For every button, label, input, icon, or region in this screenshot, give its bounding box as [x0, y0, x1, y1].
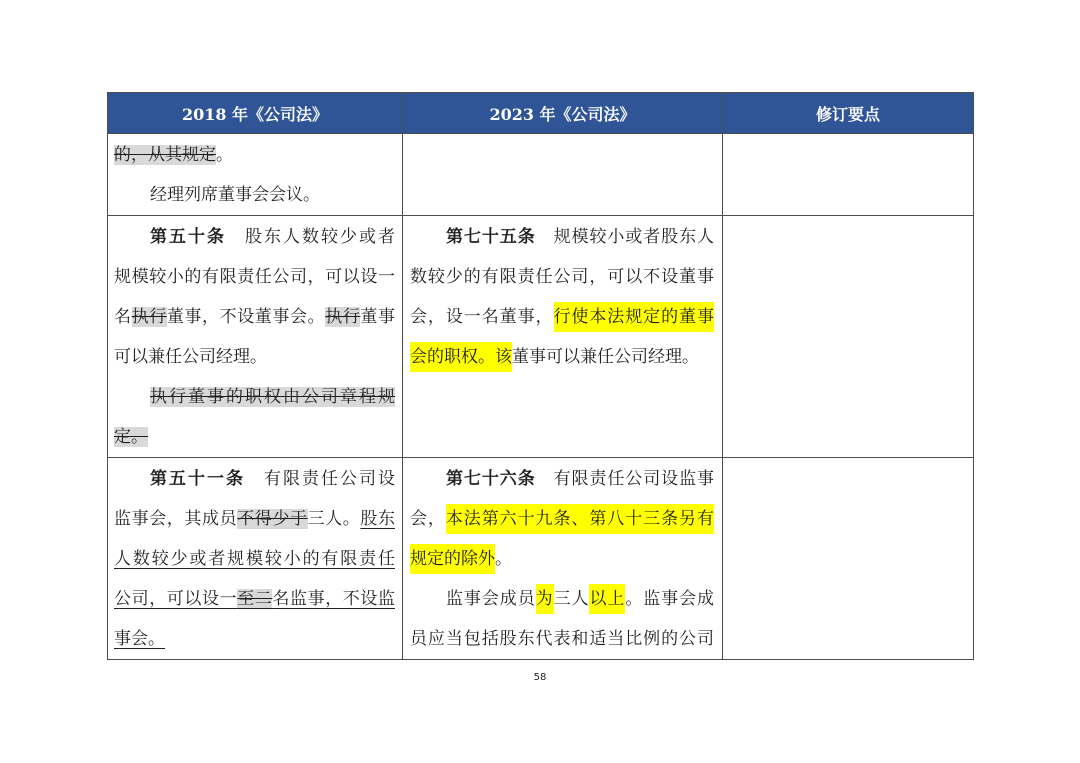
text-segment: 。 — [495, 549, 512, 569]
highlighted-text: 本法第六十九条、第八十三条另有 — [446, 504, 714, 534]
text-segment: 有限责任公司设 — [245, 469, 395, 489]
underlined-text: 人数较少或者规模较小的有限责任 — [114, 549, 395, 569]
text-line — [410, 459, 714, 499]
cell-2018-law — [108, 458, 403, 660]
text-segment: 可以兼任公司经理。 — [114, 347, 267, 367]
cell-2018-law — [108, 216, 403, 458]
deleted-text: 定。 — [114, 427, 148, 447]
text-line — [114, 459, 395, 499]
text-line — [410, 217, 714, 257]
paragraph — [410, 217, 714, 377]
text-segment: 董事，不设董事会。 — [166, 307, 326, 327]
text-segment: 数较少的有限责任公司，可以不设董事 — [410, 267, 714, 287]
text-segment: 监事会成员 — [446, 589, 536, 609]
table-row — [108, 134, 974, 216]
text-line — [410, 539, 714, 579]
text-line — [410, 619, 714, 659]
text-segment: 。 — [216, 145, 233, 165]
cell-revision-notes — [723, 458, 974, 660]
text-segment: 会， — [410, 509, 446, 529]
deleted-text: 执行董事的职权由公司章程规 — [150, 387, 395, 407]
paragraph — [114, 217, 395, 377]
law-comparison-table — [107, 92, 974, 660]
text-segment: 规模较小或者股东人 — [535, 227, 714, 247]
page-number: 58 — [533, 672, 547, 683]
deleted-underlined-text: 至二 — [237, 589, 273, 609]
text-segment: 员应当包括股东代表和适当比例的公司 — [410, 629, 714, 649]
table-header-row — [108, 93, 974, 134]
highlighted-text: 行使本法规定的董事 — [554, 302, 715, 332]
highlighted-text: 会的职权。该 — [410, 342, 512, 372]
text-line — [114, 135, 395, 175]
text-line — [114, 297, 395, 337]
cell-2023-law — [403, 216, 723, 458]
paragraph — [410, 459, 714, 579]
highlighted-text: 为 — [536, 584, 554, 614]
text-line — [114, 417, 395, 457]
text-segment: 董事 — [360, 307, 395, 327]
cell-2023-law — [403, 458, 723, 660]
text-segment: 。监事会成 — [625, 589, 714, 609]
article-number: 第七十五条 — [446, 227, 536, 247]
article-number: 第七十六条 — [446, 469, 536, 489]
text-segment: 经理列席董事会会议。 — [150, 185, 320, 205]
deleted-text: 不得少于 — [237, 509, 308, 529]
text-line — [114, 257, 395, 297]
text-line — [114, 539, 395, 579]
deleted-text: 执行 — [325, 307, 361, 327]
paragraph — [114, 135, 395, 175]
header-2018-law: 2018 年《公司法》 — [108, 93, 403, 134]
cell-revision-notes — [723, 134, 974, 216]
article-number: 第五十条 — [150, 227, 226, 247]
text-segment: 三人。 — [307, 509, 361, 529]
underlined-text: 事会。 — [114, 629, 165, 649]
text-line — [410, 337, 714, 377]
paragraph — [114, 377, 395, 457]
underlined-text: 公司，可以设一 — [114, 589, 238, 609]
text-line — [410, 499, 714, 539]
text-line — [114, 619, 395, 659]
text-segment: 董事可以兼任公司经理。 — [512, 347, 699, 367]
text-line — [114, 217, 395, 257]
table-row — [108, 216, 974, 458]
text-line — [114, 499, 395, 539]
text-segment: 规模较小的有限责任公司，可以设一 — [114, 267, 395, 287]
underlined-text: 股东 — [360, 509, 395, 529]
deleted-text: 执行 — [131, 307, 167, 327]
cell-2018-law — [108, 134, 403, 216]
text-line — [410, 257, 714, 297]
highlighted-text: 以上 — [589, 584, 625, 614]
paragraph — [410, 579, 714, 659]
text-segment: 三人 — [553, 589, 590, 609]
table-row — [108, 458, 974, 660]
deleted-text: 的，从其规定 — [114, 145, 216, 165]
text-line — [114, 579, 395, 619]
text-line — [114, 337, 395, 377]
underlined-text: 名监事，不设监 — [272, 589, 395, 609]
header-revision-notes: 修订要点 — [723, 93, 974, 134]
text-line — [410, 579, 714, 619]
highlighted-text: 规定的除外 — [410, 544, 495, 574]
cell-revision-notes — [723, 216, 974, 458]
paragraph — [114, 175, 395, 215]
article-number: 第五十一条 — [150, 469, 245, 489]
text-segment: 会，设一名董事， — [410, 307, 554, 327]
cell-2023-law — [403, 134, 723, 216]
text-segment: 有限责任公司设监事 — [535, 469, 714, 489]
text-segment: 名 — [114, 307, 132, 327]
text-line — [114, 377, 395, 417]
paragraph — [114, 459, 395, 659]
text-line — [114, 175, 395, 215]
text-line — [410, 297, 714, 337]
header-2023-law: 2023 年《公司法》 — [403, 93, 723, 134]
text-segment: 股东人数较少或者 — [226, 227, 395, 247]
text-segment: 监事会，其成员 — [114, 509, 238, 529]
